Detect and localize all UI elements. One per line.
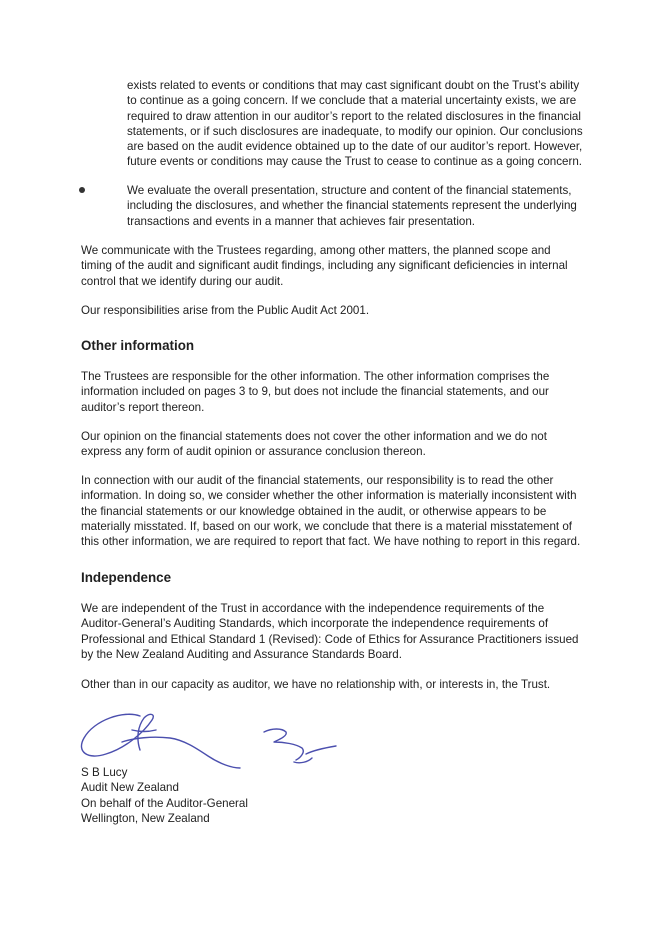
bullet-marker <box>79 187 85 193</box>
going-concern-bullet-continued: exists related to events or conditions that may cast significant doubt on the Trust’s ability to continue as a going concern. If we conclude that a material uncertainty exists, we are required to draw attention in our auditor’s report to the related disclosures in the financial statements, or if such disclosures are inadequate, to modify our opinion. Our conclusions are based on the audit evidence obtained up to the date of our auditor’s report. However, future events or conditions may cause the Trust to cease to continue as a going concern. <box>127 79 583 169</box>
responsibilities-paragraph: Our responsibilities arise from the Public Audit Act 2001. <box>81 304 370 317</box>
other-information-paragraph-1: The Trustees are responsible for the other information. The other information comprises the information included on pages 3 to 9, but does not include the financial statements, and our auditor’s report thereon. <box>81 370 550 414</box>
signatory-name: S B Lucy <box>81 766 128 779</box>
independence-heading: Independence <box>81 570 172 585</box>
other-information-paragraph-2: Our opinion on the financial statements does not cover the other information and we do not express any form of audit opinion or assurance conclusion thereon. <box>81 430 547 459</box>
signatory-organisation: Audit New Zealand <box>81 781 179 795</box>
signatory-capacity: On behalf of the Auditor-General <box>81 796 248 810</box>
presentation-bullet: We evaluate the overall presentation, structure and content of the financial statements, including the disclosures, and whether the financial statements represent the underlying transactions and events in a manner that achieves fair presentation. <box>127 184 577 228</box>
signatory-block <box>81 765 248 827</box>
other-information-heading: Other information <box>81 338 195 353</box>
signatory-location: Wellington, New Zealand <box>81 812 210 826</box>
independence-paragraph-1: We are independent of the Trust in accordance with the independence requirements of the Auditor-General’s Auditing Standards, which incorporate the independence requirements of Professional and Ethical Standard 1 (Revised): Code of Ethics for Assurance Practitioners issued by the New Zealand Auditing and Assurance Standards Board. <box>81 602 579 661</box>
other-information-paragraph-3: In connection with our audit of the financial statements, our responsibility is to read the other information. In doing so, we consider whether the other information is materially inconsistent with the financial statements or our knowledge obtained in the audit, or otherwise appears to be materially misstated. If, based on our work, we conclude that there is a material misstatement of this other information, we are required to report that fact. We have nothing to report in this regard. <box>81 474 581 549</box>
independence-paragraph-2: Other than in our capacity as auditor, we have no relationship with, or interests in, the Trust. <box>81 678 551 691</box>
communication-paragraph: We communicate with the Trustees regarding, among other matters, the planned scope and timing of the audit and significant audit findings, including any significant deficiencies in internal control that we identify during our audit. <box>81 244 568 288</box>
